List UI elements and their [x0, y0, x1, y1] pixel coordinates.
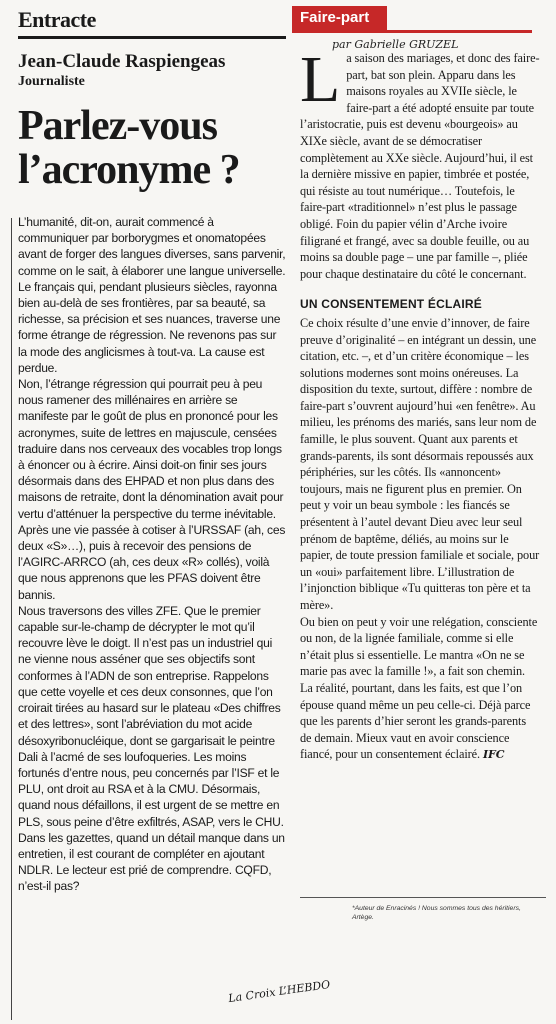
closing-text: Ou bien on peut y voir une relégation, consciente ou non, de la lignée familiale, comme si elle n’était plus si essentielle. Le mantra «On ne se marie pas avec la famille !», a fait son chemin. La réalité, pourtant, dans les faits, est que l’on épouse quand même un peu celle-ci. Déjà parce que les parents d’hier seront les grands-parents de demain. Mieux vaut en avoir conscience fiancé, pour un consentement éclairé. [300, 614, 538, 762]
footnote: *Auteur de Enracinés ! Nous sommes tous des héritiers, Artège. [352, 905, 521, 921]
handwritten-source-note: La Croix L’HEBDO [227, 977, 331, 1006]
closing-paragraph [300, 614, 540, 764]
body-paragraph: Non, l’étrange régression qui pourrait peu à peu nous ramener des millénaires en arrière se manifeste par le goût de plus en prononcé pour les acronymes, suite de lettres en majuscule, censées traduire dans nos cerveaux des vocables trop longs à énoncer ou à écrire. Ainsi doit-on finir ses jours désormais dans des EHPAD et non plus dans des maisons de retraite, dont la dénomination avait pour vertu d’atténuer la perspective du terme inévitable. Après une vie passée à cotiser à l’URSSAF (ah, ces deux «S»…), puis à recevoir des pensions de l’AGIRC-ARRCO (ah, ces deux «R» collés), voilà que nous apprenons que les PFAS doivent être bannis. [18, 377, 286, 602]
footnote-rule [300, 897, 546, 898]
faire-part-header [292, 6, 546, 51]
headline-line-2: l’acronyme ? [18, 147, 240, 193]
author-initials: IFC [482, 748, 505, 762]
body-paragraph: Nous traversons des villes ZFE. Que le premier capable sur-le-champ de décrypter le mot qu’il recouvre lève le doigt. Il n’est pas un industriel qui ne vienne nous asséner que ses objectifs sont conformes à l’ADN de son entreprise. Rappelons que cette voyelle et ces deux consonnes, que l’on croirait tirées au hasard sur le plateau «Des chiffres et des lettres», sont l’abréviation du mot acide désoxyribonucléique, dont se gargarisait le peintre Dali à l’acmé de ses loufoqueries. Les moins fortunés d’entre nous, peu concernés par l’ISF et le PLU, ont droit au RSA et à la CMU. Désormais, quand nous défaillons, il est urgent de se mettre en PLS, sous peine d’être exfiltrés, ASAP, vers le CHU. [18, 603, 284, 829]
handwritten-byline: par Gabrielle GRUZEL [332, 38, 459, 51]
author-name: Jean-Claude Raspiengeas [18, 51, 226, 72]
section-rule [18, 36, 286, 39]
drop-cap: L [300, 43, 341, 116]
headline-line-1: Parlez-vous [18, 103, 217, 149]
entracte-body [18, 214, 286, 895]
intro-text: a saison des mariages, et donc des faire-part, bat son plein. Apparu dans les maisons royales au XVIIe siècle, le faire-part a été adopté ensuite par toute l’aristocratie, puis est devenu «bourgeois» au XIXe siècle, avant de se démocratiser complètement au XXe siècle. Aujourd’hui, il est la dernière missive en papier, timbrée et postée, qui résiste au tout numérique… Toutefois, le faire-part «traditionnel» n’est plus le passage obligé. Foin du papier vélin d’Arche ivoire filigrané et frangé, avec sa double feuille, ou au moins sa double page – une par famille –, pliée pour chaque destinataire du côté le concernant. [300, 51, 540, 281]
author-role: Journaliste [18, 74, 85, 89]
body-paragraph: Ce choix résulte d’une envie d’innover, de faire preuve d’originalité – en intégrant un dessin, une citation, etc. –, et d’un critère économique – les solutions modernes sont moins onéreuses. La disposition du texte, surtout, diffère : nombre de faire-part s’ouvrent aujourd’hui «en fenêtre». Au milieu, les prénoms des mariés, sans leur nom de famille, le plus souvent. Quant aux parents et grands-parents, ils sont désormais repoussés aux périphéries, sur les côtés. Ils «annoncent» toujours, mais ne figurent plus en premier. On peut y voir un beau symbole : les fiancés se présentent à l’autel devant Dieu avec leur seul prénom de baptême, déliés, au moins sur le papier, de toute pression familiale et sociale, pour un «oui» parfaitement libre. L’illustration de l’injonction biblique «Tu quitteras ton père et ta mère». [300, 315, 540, 612]
entracte-column-header [18, 6, 286, 192]
subheading: UN CONSENTEMENT ÉCLAIRÉ [300, 297, 482, 312]
section-tag: Faire-part [292, 6, 387, 30]
column-rule [11, 218, 12, 1020]
body-paragraph: Dans les gazettes, quand un détail manque dans un entretien, il est courant de compléter en ajoutant NDLR. Le lecteur est prié de comprendre. CQFD, n’est-il pas? [18, 830, 285, 894]
body-paragraph: L’humanité, dit-on, aurait commencé à communiquer par borborygmes et onomatopées avant de forger des langues diverses, sans parvenir, comme on le sait, à élaborer une langue universelle. Le français qui, pendant plusieurs siècles, rayonna bien au-delà de ses frontières, par sa beauté, sa richesse, sa précision et ses nuances, traverse une forme étrange de régression. Ne revenons pas sur la mode des anglicismes à tout-va. La cause est perdue. [18, 215, 286, 375]
section-label: Entracte [18, 7, 96, 32]
article-headline [18, 104, 286, 192]
tag-rule [292, 30, 532, 33]
